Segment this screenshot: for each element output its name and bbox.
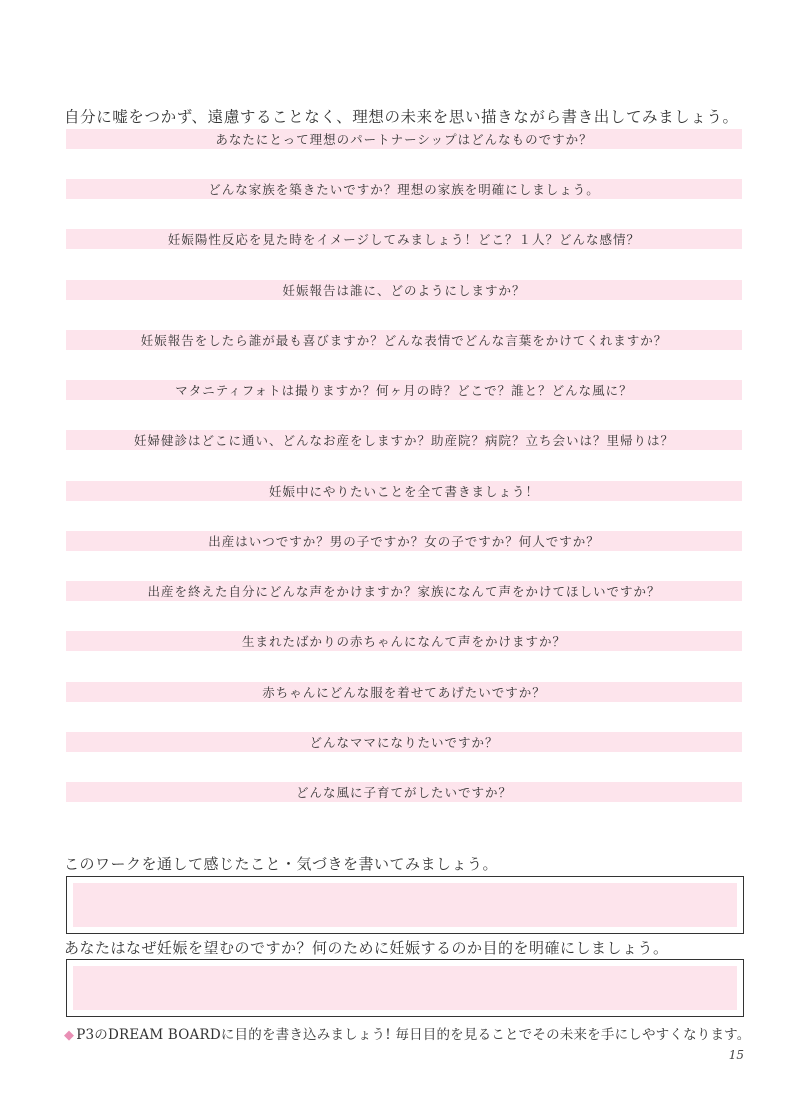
question-bar	[66, 782, 742, 802]
question-bar	[66, 631, 742, 651]
question-bar	[66, 682, 742, 702]
question-text: 出産はいつですか？男の子ですか？女の子ですか？何人ですか？	[208, 534, 600, 549]
question-bar	[66, 531, 742, 551]
page-number: 15	[728, 1048, 744, 1062]
reflection-answer-area[interactable]	[73, 883, 737, 927]
question-text: 赤ちゃんにどんな服を着せてあげたいですか？	[262, 685, 546, 700]
question-text: 妊娠陽性反応を見た時をイメージしてみましょう！どこ？１人？どんな感情？	[167, 232, 641, 247]
question-bar	[66, 430, 742, 450]
note-text: P3のDREAM BOARDに目的を書き込みましょう! 毎日目的を見ることでその未来を手にしやすくなります。	[76, 1027, 751, 1043]
question-text: どんなママになりたいですか？	[309, 735, 499, 750]
question-text: 妊婦健診はどこに通い、どんなお産をしますか？助産院？病院？立ち会いは？里帰りは？	[133, 433, 674, 448]
question-bar	[66, 330, 742, 350]
question-text: 妊娠中にやりたいことを全て書きましょう！	[268, 484, 539, 499]
question-bar	[66, 280, 742, 300]
diamond-icon: ◆	[64, 1028, 75, 1043]
question-bar	[66, 179, 742, 199]
question-bar	[66, 129, 742, 149]
question-text: マタニティフォトは撮りますか？何ヶ月の時？どこで？誰と？どんな風に？	[175, 383, 633, 398]
intro-text: 自分に嘘をつかず、遠慮することなく、理想の未来を思い描きながら書き出してみましょう。	[64, 108, 739, 126]
question-text: 生まれたばかりの赤ちゃんになんて声をかけますか？	[241, 634, 566, 649]
reflection-label: このワークを通して感じたこと・気づきを書いてみましょう。	[64, 855, 499, 873]
question-text: 出産を終えた自分にどんな声をかけますか？家族になんて声をかけてほしいですか？	[147, 584, 661, 599]
dream-board-note	[64, 1023, 751, 1043]
question-bar	[66, 732, 742, 752]
question-bar	[66, 481, 742, 501]
question-text: あなたにとって理想のパートナーシップはどんなものですか？	[215, 132, 593, 147]
purpose-answer-area[interactable]	[73, 966, 737, 1010]
question-text: 妊娠報告をしたら誰が最も喜びますか？どんな表情でどんな言葉をかけてくれますか？	[140, 333, 668, 348]
question-bar	[66, 581, 742, 601]
question-bar	[66, 229, 742, 249]
question-text: どんな風に子育てがしたいですか？	[295, 785, 512, 800]
question-bar	[66, 380, 742, 400]
question-text: 妊娠報告は誰に、どのようにしますか？	[282, 283, 526, 298]
question-text: どんな家族を築きたいですか？理想の家族を明確にしましょう。	[208, 182, 600, 197]
reflection-answer-box[interactable]	[66, 876, 744, 934]
purpose-label: あなたはなぜ妊娠を望むのですか？何のために妊娠するのか目的を明確にしましょう。	[64, 939, 669, 957]
purpose-answer-box[interactable]	[66, 959, 744, 1017]
